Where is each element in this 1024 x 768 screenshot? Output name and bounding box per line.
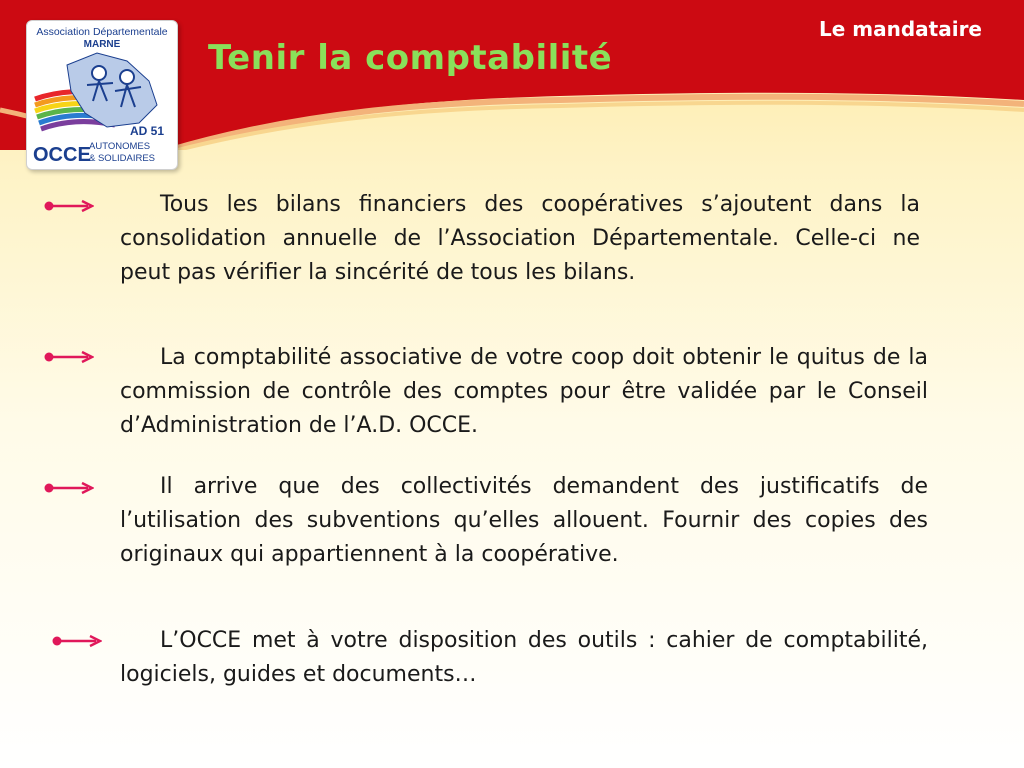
arrow-bullet-icon	[44, 481, 94, 495]
logo-tagline2: & SOLIDAIRES	[89, 153, 155, 164]
logo-code: AD 51	[129, 124, 165, 138]
bullet-text: L’OCCE met à votre disposition des outils : cahier de comptabilité, logiciels, guides et documents…	[120, 628, 928, 687]
logo-line2: MARNE	[83, 39, 121, 50]
bullet-text: Tous les bilans financiers des coopératives s’ajoutent dans la consolidation annuelle de l’Association Départementale. Celle-ci ne peut pas vérifier la sincérité de tous les bilans.	[120, 192, 920, 285]
bullet-text: La comptabilité associative de votre coop doit obtenir le quitus de la commission de contrôle des comptes pour être validée par le Conseil d’Administration de l’A.D. OCCE.	[120, 345, 928, 438]
bullet-text: Il arrive que des collectivités demandent des justificatifs de l’utilisation des subventions qu’elles allouent. Fournir des copies des originaux qui appartiennent à la coopérative.	[120, 474, 928, 567]
logo-tagline1: AUTONOMES	[89, 141, 151, 152]
logo-brand: OCCE	[33, 144, 91, 166]
logo-line1: Association Départementale	[36, 26, 168, 38]
arrow-bullet-icon	[52, 634, 102, 648]
arrow-bullet-icon	[44, 350, 94, 364]
section-label: Le mandataire	[819, 17, 982, 41]
page-title: Tenir la comptabilité	[208, 38, 613, 78]
arrow-bullet-icon	[44, 199, 94, 213]
occe-logo	[26, 20, 178, 170]
